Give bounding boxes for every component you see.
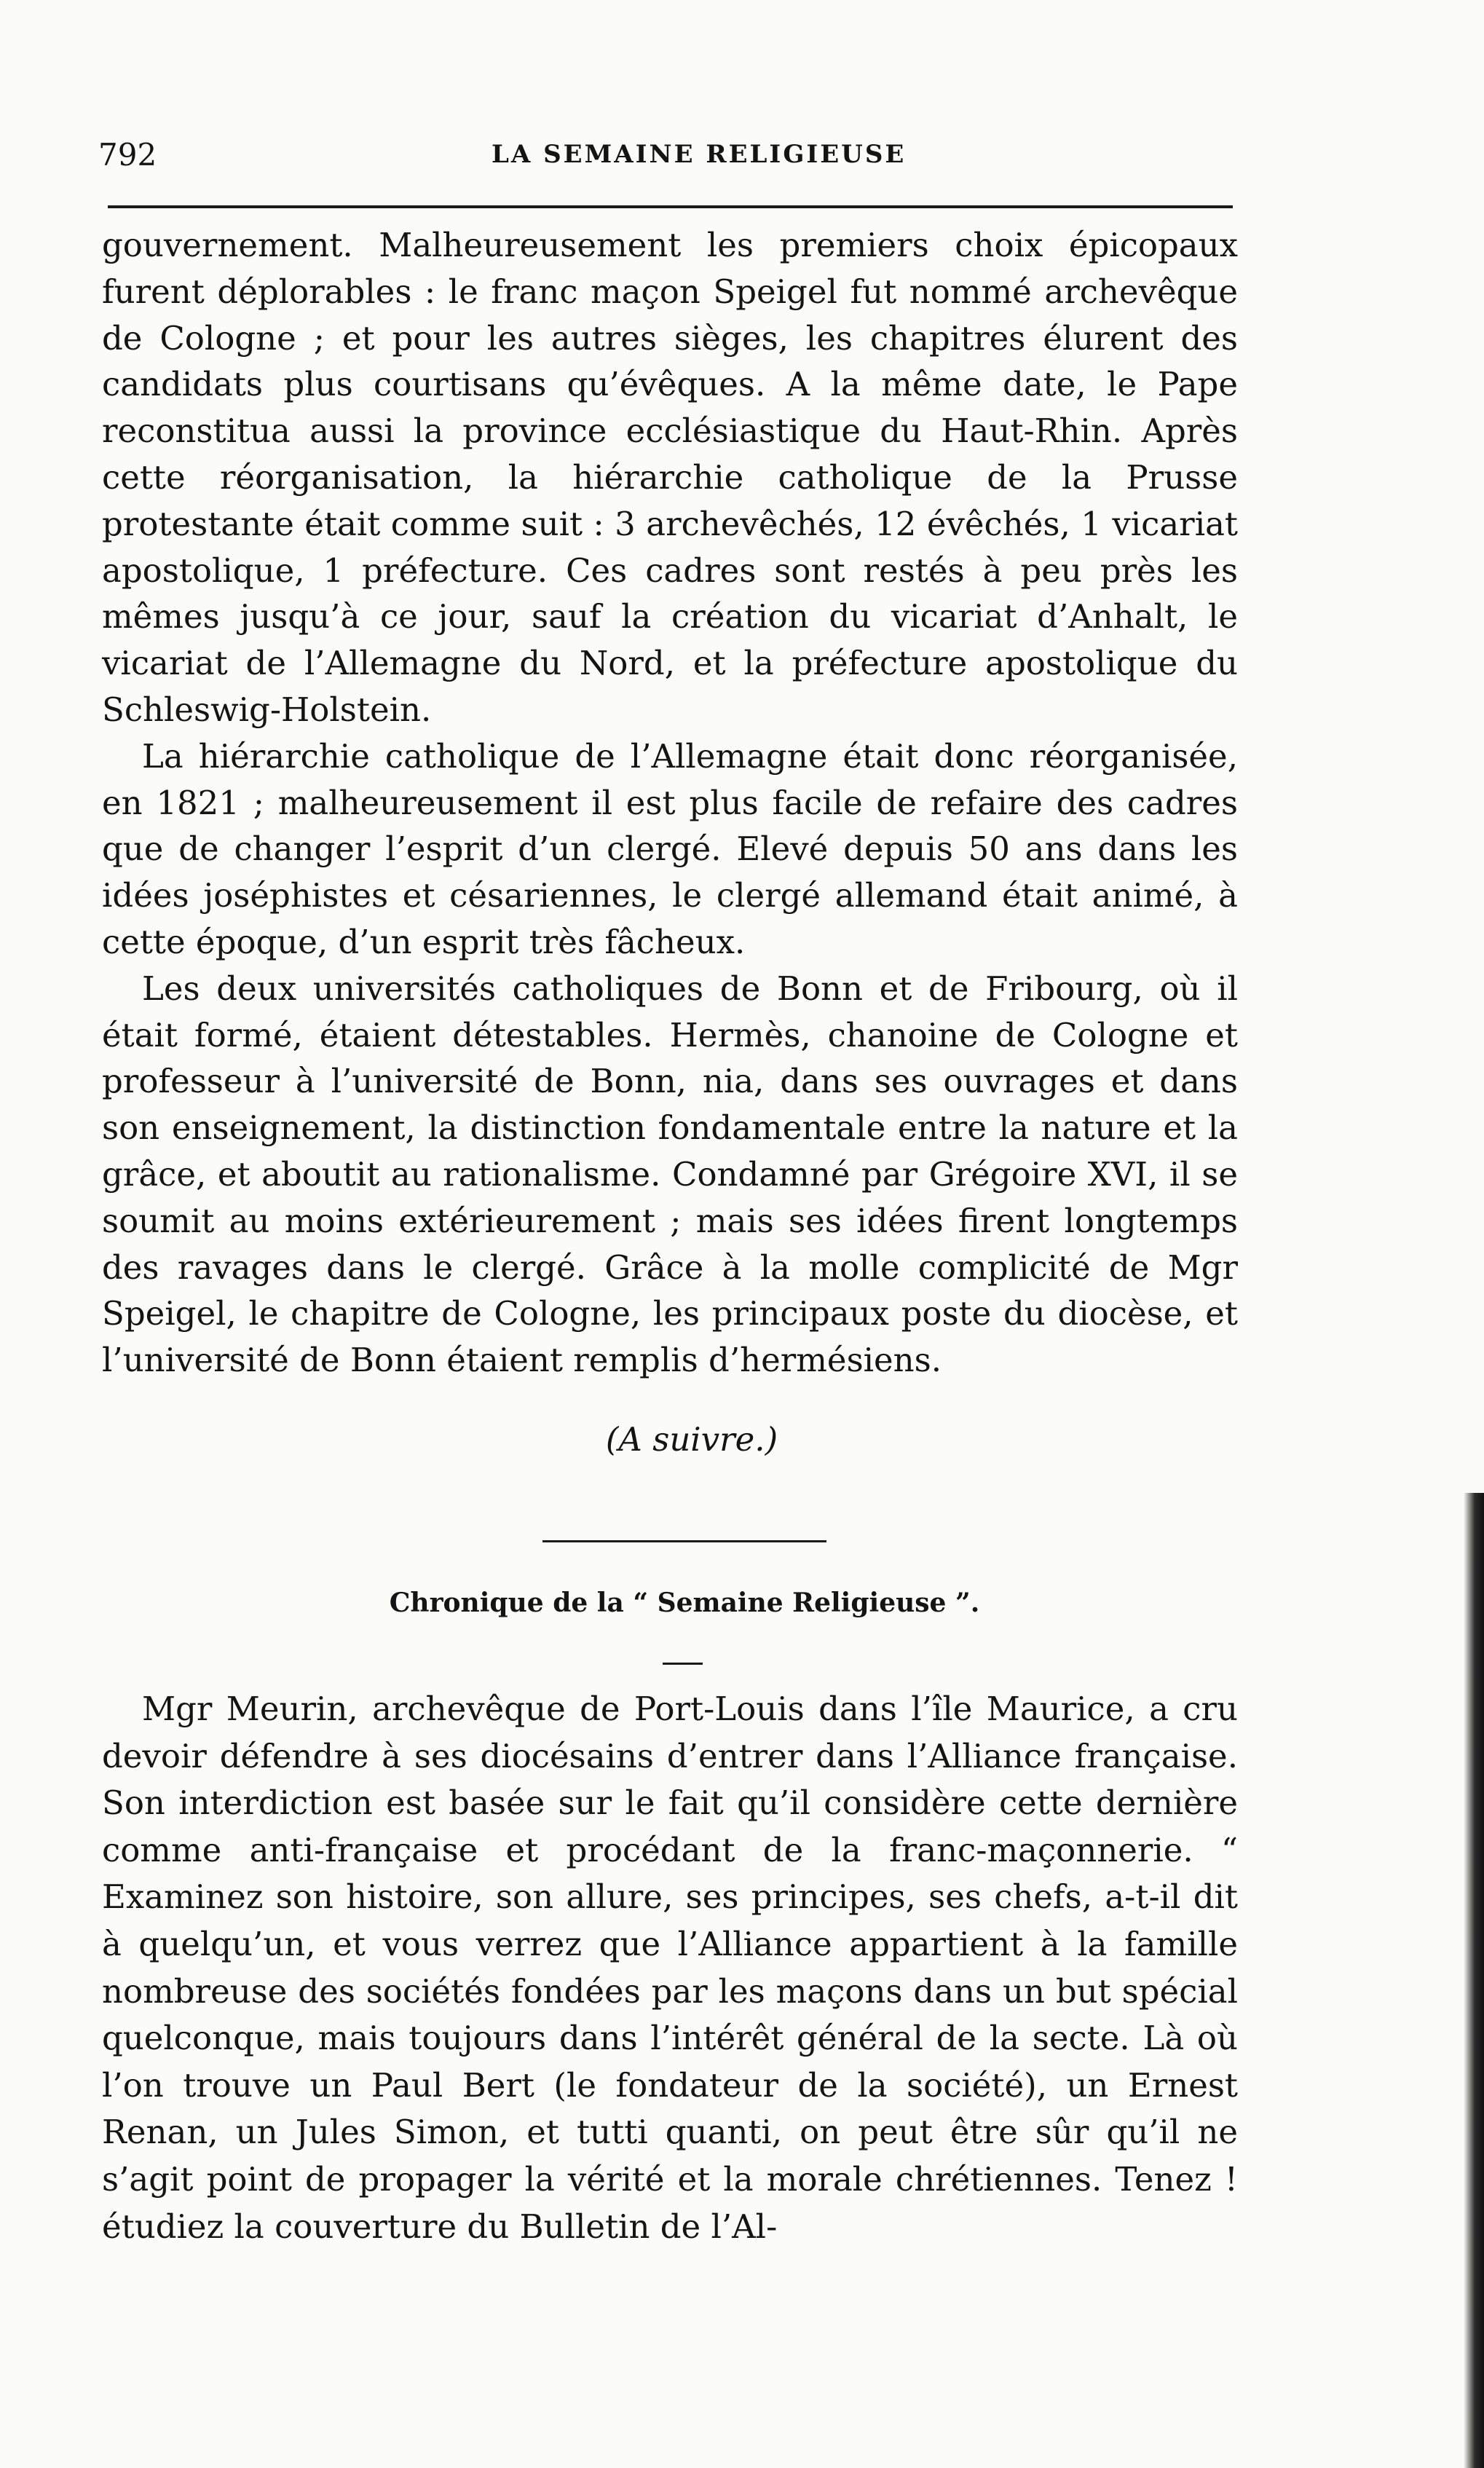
a-suivre-note: (A suivre.) <box>605 1419 778 1459</box>
heading-dash <box>663 1663 703 1665</box>
page-number: 792 <box>98 137 157 173</box>
paragraph-3: Les deux universités catholiques de Bonn et de Fribourg, où il était formé, étaient détestables. Hermès, chanoine de Cologne et professeur à l’université de Bonn, nia, dans ses ouvrages et dans son enseignement, la distinction fondamentale entre la nature et la grâce, et aboutit au rationalisme. Condamné par Grégoire XVI, il se soumit au moins extérieurement ; mais ses idées firent longtemps des ravages dans le clergé. Grâce à la molle complicité de Mgr Speigel, le chapitre de Cologne, les principaux poste du diocèse, et l’université de Bonn étaient remplis d’hermésiens. <box>102 969 1238 1380</box>
section-heading: Chronique de la “ Semaine Religieuse ”. <box>389 1588 980 1618</box>
header-rule <box>108 205 1233 208</box>
section-separator <box>542 1540 826 1542</box>
running-title: LA SEMAINE RELIGIEUSE <box>492 140 907 169</box>
scan-binding-edge <box>1464 1493 1484 2468</box>
chronique-paragraph-1: Mgr Meurin, archevêque de Port-Louis dans l’île Maurice, a cru devoir défendre à ses diocésains d’entrer dans l’Alliance française. Son interdiction est basée sur le fait qu’il considère cette dernière comme anti-française et procédant de la franc-maçonnerie. “ Examinez son histoire, son allure, ses principes, ses chefs, a-t-il dit à quelqu’un, et vous verrez que l’Alliance appartient à la famille nombreuse des sociétés fondées par les maçons dans un but spécial quelconque, mais toujours dans l’intérêt général de la secte. Là où l’on trouve un Paul Bert (le fondateur de la société), un Ernest Renan, un Jules Simon, et tutti quanti, on peut être sûr qu’il ne s’agit point de propager la vérité et la morale chrétiennes. Tenez ! étudiez la couverture du Bulletin de l’Al- <box>102 1690 1238 2246</box>
page-header <box>98 131 1238 182</box>
chronique-body <box>102 1686 1238 2250</box>
paragraph-2: La hiérarchie catholique de l’Allemagne était donc réorganisée, en 1821 ; malheureusement il est plus facile de refaire des cadres que de changer l’esprit d’un clergé. Elevé depuis 50 ans dans les idées joséphistes et césariennes, le clergé allemand était animé, à cette époque, d’un esprit très fâcheux. <box>102 736 1238 961</box>
article-body <box>102 222 1238 1463</box>
paragraph-1: gouvernement. Malheureusement les premiers choix épicopaux furent déplorables : le franc maçon Speigel fut nommé archevêque de Cologne ; et pour les autres sièges, les chapitres élurent des candidats plus courtisans qu’évêques. A la même date, le Pape reconstitua aussi la province ecclésiastique du Haut-Rhin. Après cette réorganisation, la hiérarchie catholique de la Prusse protestante était comme suit : 3 archevêchés, 12 évêchés, 1 vicariat apostolique, 1 préfecture. Ces cadres sont restés à peu près les mêmes jusqu’à ce jour, sauf la création du vicariat d’Anhalt, le vicariat de l’Allemagne du Nord, et la préfecture apostolique du Schleswig-Holstein. <box>102 226 1238 729</box>
